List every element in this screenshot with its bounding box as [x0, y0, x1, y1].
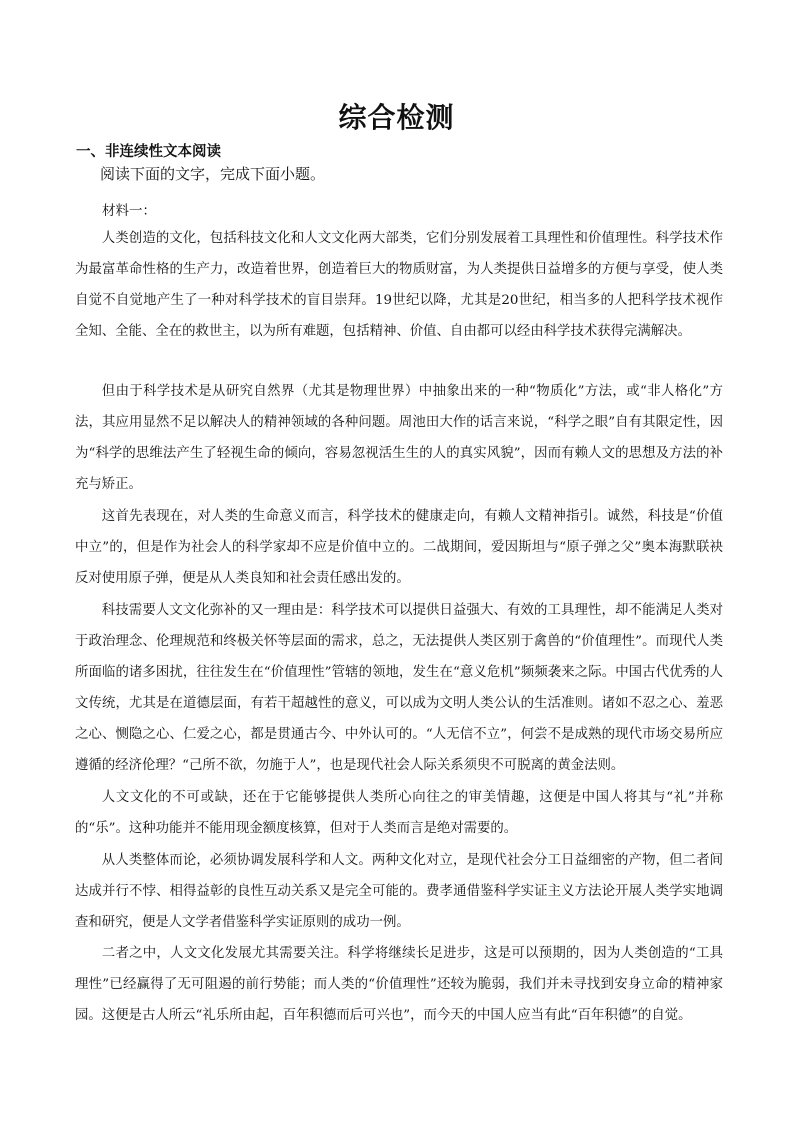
material-label: 材料一：	[102, 203, 156, 219]
section-heading: 一、非连续性文本阅读	[76, 144, 221, 160]
page-title: 综合检测	[338, 101, 455, 134]
paragraph: 这首先表现在，对人类的生命意义而言，科学技术的健康走向，有赖人文精神指引。诚然，科技是“价值中立”的，但是作为社会人的科学家却不应是价值中立的。二战期间，爱因斯坦与“原子弹之父”奥本海默联袂反对使用原子弹，便是从人类良知和社会责任感出发的。	[75, 509, 723, 586]
paragraph: 二者之中，人文文化发展尤其需要关注。科学将继续长足进步，这是可以预期的，因为人类创造的“工具理性”已经赢得了无可阻遏的前行势能；而人类的“价值理性”还较为脆弱，我们并未寻找到安身立命的精神家园。这便是古人所云“礼乐所由起，百年积德而后可兴也”，而今天的中国人应当有此“百年积德”的自觉。	[75, 946, 723, 1023]
paragraph: 人类创造的文化，包括科技文化和人文文化两大部类，它们分别发展着工具理性和价值理性。科学技术作为最富革命性格的生产力，改造着世界，创造着巨大的物质财富，为人类提供日益增多的方便与享受，使人类自觉不自觉地产生了一种对科学技术的盲目崇拜。19世纪以降，尤其是20世纪，相当多的人把科学技术视作全知、全能、全在的救世主，以为所有难题，包括精神、价值、自由都可以经由科学技术获得完满解决。	[75, 231, 723, 339]
paragraph: 人文文化的不可或缺，还在于它能够提供人类所心向往之的审美情趣，这便是中国人将其与“礼”并称的“乐”。这种功能并不能用现金额度核算，但对于人类而言是绝对需要的。	[75, 790, 723, 836]
instruction-text: 阅读下面的文字，完成下面小题。	[100, 165, 326, 183]
paragraph: 科技需要人文文化弥补的又一理由是：科学技术可以提供日益强大、有效的工具理性，却不能满足人类对于政治理念、伦理规范和终极关怀等层面的需求，总之，无法提供人类区别于禽兽的“价值理性”。而现代人类所面临的诸多困扰，往往发生在“价值理性”管辖的领地，发生在“意义危机”频频袭来之际。中国古代优秀的人文传统，尤其是在道德层面，有若干超越性的意义，可以成为文明人类公认的生活准则。诸如不忍之心、羞恶之心、恻隐之心、仁爱之心，都是贯通古今、中外认可的。“人无信不立”，何尝不是成熟的现代市场交易所应遵循的经济伦理？“己所不欲，勿施于人”，也是现代社会人际关系须臾不可脱离的黄金法则。	[75, 603, 723, 773]
paragraph: 但由于科学技术是从研究自然界（尤其是物理世界）中抽象出来的一种“物质化”方法，或“非人格化”方法，其应用显然不足以解决人的精神领域的各种问题。周池田大作的话言来说，“科学之眼”自有其限定性，因为“科学的思维法产生了轻视生命的倾向，容易忽视活生生的人的真实风貌”，因而有赖人文的思想及方法的补充与矫正。	[75, 384, 723, 492]
paragraph: 从人类整体而论，必须协调发展科学和人文。两种文化对立，是现代社会分工日益细密的产物，但二者间达成并行不悖、相得益彰的良性互动关系又是完全可能的。费孝通借鉴科学实证主义方法论开展人类学实地调查和研究，便是人文学者借鉴科学实证原则的成功一例。	[75, 853, 723, 930]
